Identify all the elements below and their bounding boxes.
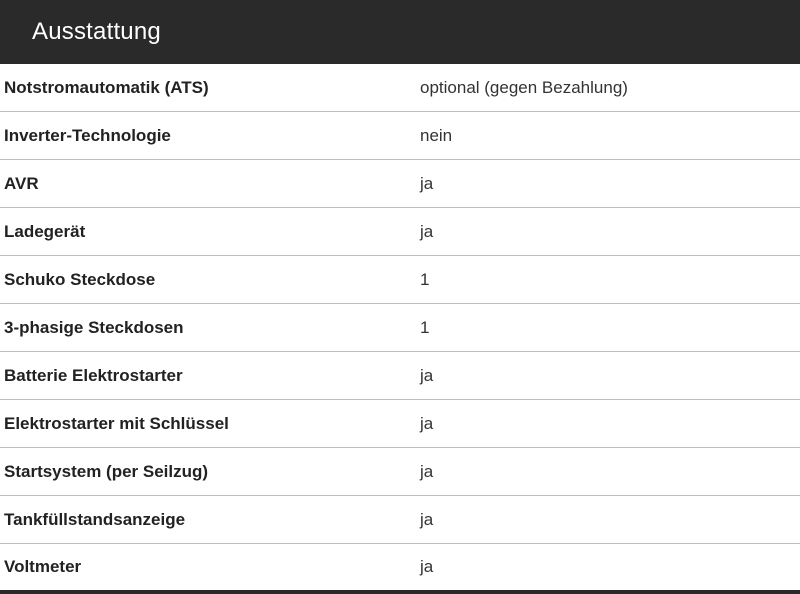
- spec-row: [0, 352, 800, 400]
- spec-row: [0, 256, 800, 304]
- spec-label: Notstromautomatik (ATS): [4, 77, 209, 97]
- spec-value: ja: [420, 365, 434, 385]
- spec-value: ja: [420, 413, 434, 433]
- spec-value: optional (gegen Bezahlung): [420, 77, 628, 97]
- spec-value: ja: [420, 173, 434, 193]
- spec-label: Tankfüllstandsanzeige: [4, 509, 186, 529]
- spec-label: 3-phasige Steckdosen: [4, 317, 184, 337]
- spec-row: [0, 400, 800, 448]
- section-title: Ausstattung: [32, 18, 161, 45]
- spec-value: ja: [420, 221, 434, 241]
- spec-value: 1: [420, 317, 430, 337]
- spec-rows: [0, 64, 800, 594]
- spec-value: ja: [420, 509, 434, 529]
- spec-label: Ladegerät: [4, 221, 86, 241]
- spec-row: [0, 448, 800, 496]
- spec-label: Elektrostarter mit Schlüssel: [4, 413, 229, 433]
- spec-label: Startsystem (per Seilzug): [4, 461, 209, 481]
- spec-value: ja: [420, 461, 434, 481]
- spec-row: [0, 496, 800, 544]
- spec-label: Batterie Elektrostarter: [4, 365, 183, 385]
- spec-value: ja: [420, 557, 434, 576]
- spec-row: [0, 544, 800, 594]
- spec-value: 1: [420, 269, 430, 289]
- spec-row: [0, 304, 800, 352]
- spec-row: [0, 112, 800, 160]
- spec-row: [0, 208, 800, 256]
- spec-value: nein: [420, 125, 453, 145]
- spec-label: AVR: [4, 173, 39, 193]
- spec-row: [0, 160, 800, 208]
- spec-label: Inverter-Technologie: [4, 125, 171, 145]
- spec-label: Schuko Steckdose: [4, 269, 156, 289]
- spec-label: Voltmeter: [4, 557, 82, 576]
- spec-row: [0, 64, 800, 112]
- section-header: [0, 0, 800, 64]
